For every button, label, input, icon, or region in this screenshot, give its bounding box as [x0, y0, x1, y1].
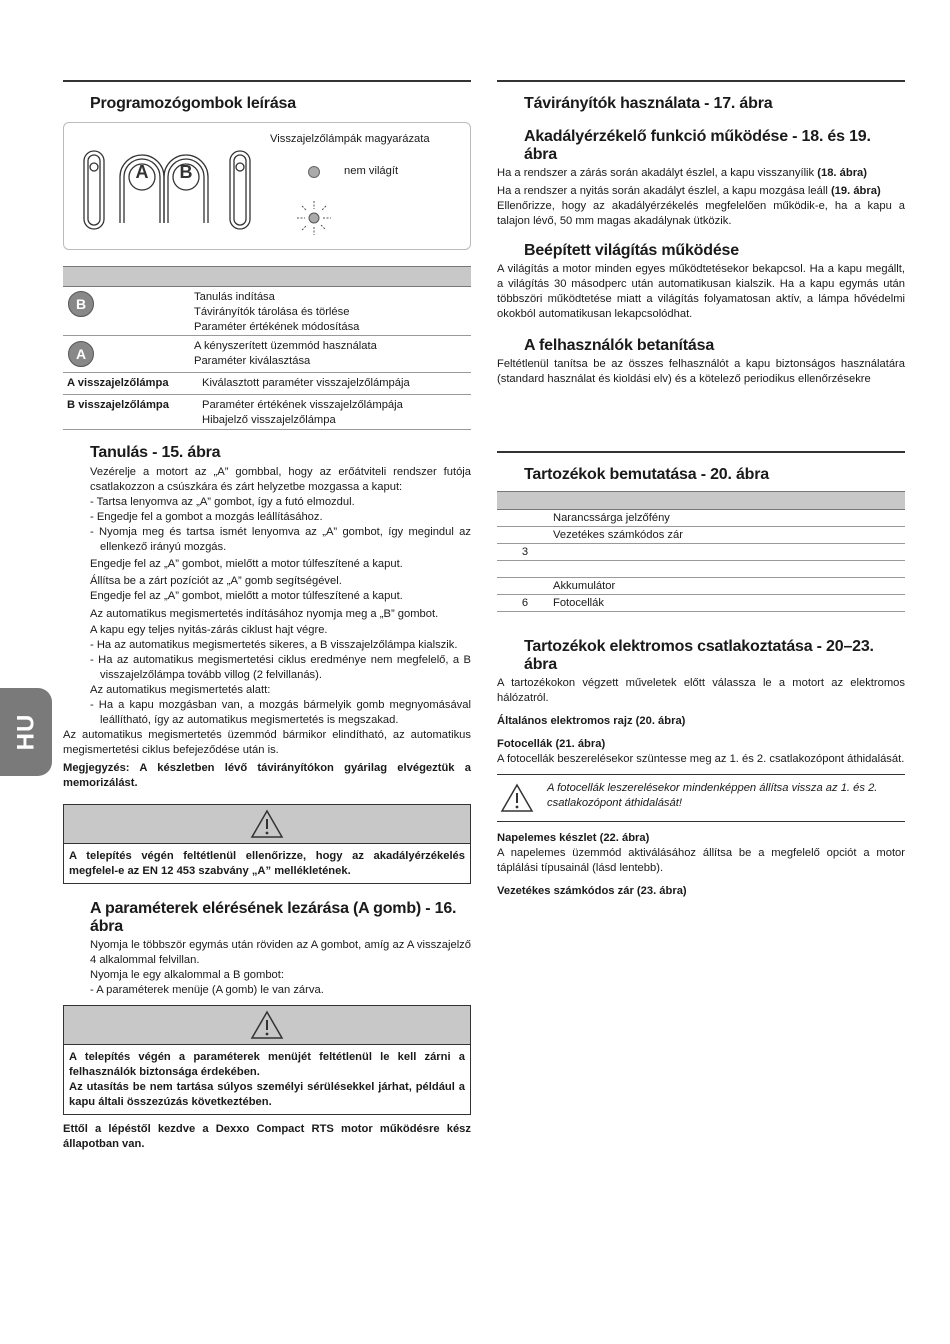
language-tab-label: HU	[11, 713, 39, 751]
users-title: A felhasználók betanítása	[524, 337, 715, 354]
light-text: A világítás a motor minden egyes működtetésekor bekapcsol. Ha a kapu megállt, a világítás 30 másodperc után automatikusan kialszik. Ha a kapu egymás után többszöri működtetése miatt a világítás folyamatosan aktív, a lámpa hővédelmi okokból automatikusan lekapcsolódhat.	[497, 263, 905, 320]
table-key	[63, 287, 194, 335]
photocell-warning-text: A fotocellák leszerelésekor mindenképpen állítsa vissza az 1. és 2. csatlakozópont áthidalását!	[547, 782, 878, 809]
elec-title: Tartozékok elektromos csatlakoztatása - 20–23. ábra	[524, 638, 874, 673]
elec-body: A tartozékokon végzett műveletek előtt válassza le a motort az elektromos hálózatról. Általános elektromos rajz (20. ábra) Fotocellák (21. ábra) A fotocellák beszerelésekor szüntesse meg az 1. és 2. csatlakozópont áthidalását.	[497, 677, 905, 765]
elec-body-2: Napelemes készlet (22. ábra) A napelemes üzemmód aktiválásához állítsa be a megfelelő opciót a motor táplálási típusainál (lásd lentebb). Vezetékes számkódos zár (23. ábra)	[497, 832, 905, 897]
top-rule	[497, 80, 905, 82]
programming-buttons-illustration	[78, 143, 258, 243]
table-row: 3	[497, 544, 905, 561]
warning-text: A telepítés végén a paraméterek menüjét feltétlenül le kell zárni a felhasználók biztonsága érdekében. Az utasítás be nem tartása súlyos személyi sérülésekkel járhat, például a kapu általi összezúzás következtében.	[69, 1051, 465, 1108]
remote-title: Távirányítók használata - 17. ábra	[524, 95, 773, 112]
photocell-warning	[497, 774, 905, 822]
warning-icon	[250, 1010, 284, 1040]
users-text: Feltétlenül tanítsa be az összes felhasználót a kapu biztonságos használatára (standard használat és kioldási elv) és a kötelező periodikus ellenőrzésekre	[497, 358, 905, 385]
obstacle-title: Akadályérzékelő funkció működése - 18. és 19. ábra	[524, 128, 871, 163]
learn-body: Vezérelje a motort az „A” gombbal, hogy az erőátviteli rendszer futója csatlakozzon a csúszkára és zárt helyzetbe mozgassa a kaput: - Tartsa lenyomva az „A” gombot, így a futó elmozdul. - Engedje fel a gombot a mozgás leállításához. - Nyomja meg és tartsa ismét lenyomva az „A” gombot, így megindul az ellenkező irányú mozgás. Engedje fel az „A” gombot, mielőtt a motor túlfeszítené a kaput. Állítsa be a zárt pozíciót az „A” gomb segítségével. Engedje fel az „A” gombot, mielőtt a motor túlfeszítené a kaput. Az automatikus megismertetés indításához nyomja meg a „B” gombot. A kapu egy teljes nyitás-zárás ciklust hajt végre. - Ha az automatikus megismertetés sikeres, a B visszajelzőlámpa kialszik. - Ha az automatikus megismertetési ciklus eredménye nem megfelelő, a B visszajelzőlámpa tovább villog (2 felvillanás). Az automatikus megismertetés alatt: - Ha a kapu mozgásban van, a mozgás bármelyik gomb megnyomásával leállítható, így az automatikus megismertetés is megszakad. Az automatikus megismertetés üzemmód bármikor elindítható, az automatikus megismertetési ciklus befejeződése után is. Megjegyzés: A készletben lévő távirányítókon gyárilag elvégeztük a memorizálást.	[63, 466, 471, 789]
top-rule	[63, 80, 471, 82]
acc-title: Tartozékok bemutatása - 20. ábra	[524, 466, 769, 483]
table-value: Paraméter értékének visszajelzőlámpája Hibajelző visszajelzőlámpa	[202, 399, 403, 426]
legend-off-label: nem világít	[344, 165, 399, 177]
a-button-icon: A	[68, 341, 94, 367]
learn-title: Tanulás - 15. ábra	[90, 444, 221, 461]
final-statement: Ettől a lépéstől kezdve a Dexxo Compact RTS motor működésre kész állapotban van.	[63, 1123, 471, 1150]
legend-title: Visszajelzőlámpák magyarázata	[270, 133, 430, 145]
table-header	[63, 266, 471, 287]
buttons-table	[63, 266, 471, 430]
table-value: A kényszerített üzemmód használata Paraméter kiválasztása	[194, 340, 377, 367]
warning-icon	[250, 809, 284, 839]
accessories-table	[497, 491, 905, 612]
led-off-icon	[308, 166, 320, 178]
warning-box-2	[63, 1005, 471, 1115]
table-row	[63, 373, 471, 395]
lock-body: Nyomja le többször egymás után röviden az A gombot, amíg az A visszajelző 4 alkalommal felvillan. Nyomja le egy alkalommal a B gombot: - A paraméterek menüje (A gomb) le van zárva.	[90, 939, 471, 996]
table-row	[63, 336, 471, 373]
left-column	[63, 80, 471, 1152]
table-key	[63, 336, 194, 372]
warning-header	[64, 805, 470, 844]
table-row: Vezetékes számkódos zár	[497, 527, 905, 544]
button-a-label: A	[135, 162, 149, 182]
warning-icon	[500, 783, 534, 813]
language-tab	[0, 688, 52, 776]
table-key: B visszajelzőlámpa	[67, 399, 169, 411]
table-value: Tanulás indítása Távirányítók tárolása és törlése Paraméter értékének módosítása	[194, 291, 360, 333]
table-header	[497, 491, 905, 510]
led-blinking-icon	[295, 199, 333, 237]
warning-text: A telepítés végén feltétlenül ellenőrizze, hogy az akadályérzékelés megfelel-e az EN 12 453 szabvány „A” mellékletének.	[69, 850, 465, 877]
table-value: Kiválasztott paraméter visszajelzőlámpája	[202, 377, 410, 389]
lock-title: A paraméterek elérésének lezárása (A gomb) - 16. ábra	[90, 900, 457, 935]
table-row	[497, 561, 905, 578]
table-key: A visszajelzőlámpa	[67, 377, 169, 389]
b-button-icon: B	[68, 291, 94, 317]
obstacle-body: Ha a rendszer a zárás során akadályt észlel, a kapu visszanyílik (18. ábra) Ha a rendszer a nyitás során akadályt észlel, a kapu mozgása leáll (19. ábra) Ellenőrizze, hogy az akadályérzékelés megfelelően működik-e, ha a kapu a talajon lévő, 50 mm magas akadálynak ütközik.	[497, 167, 905, 227]
warning-box-1	[63, 804, 471, 884]
right-column	[497, 80, 905, 899]
warning-header	[64, 1006, 470, 1045]
buttons-panel	[63, 122, 471, 250]
table-row	[63, 287, 471, 336]
table-row	[63, 395, 471, 430]
table-row: 6 Fotocellák	[497, 595, 905, 612]
section-rule	[497, 451, 905, 453]
button-b-label: B	[179, 162, 193, 182]
table-row: Akkumulátor	[497, 578, 905, 595]
prog-title: Programozógombok leírása	[90, 95, 296, 112]
table-row: Narancssárga jelzőfény	[497, 510, 905, 527]
light-title: Beépített világítás működése	[524, 242, 739, 259]
